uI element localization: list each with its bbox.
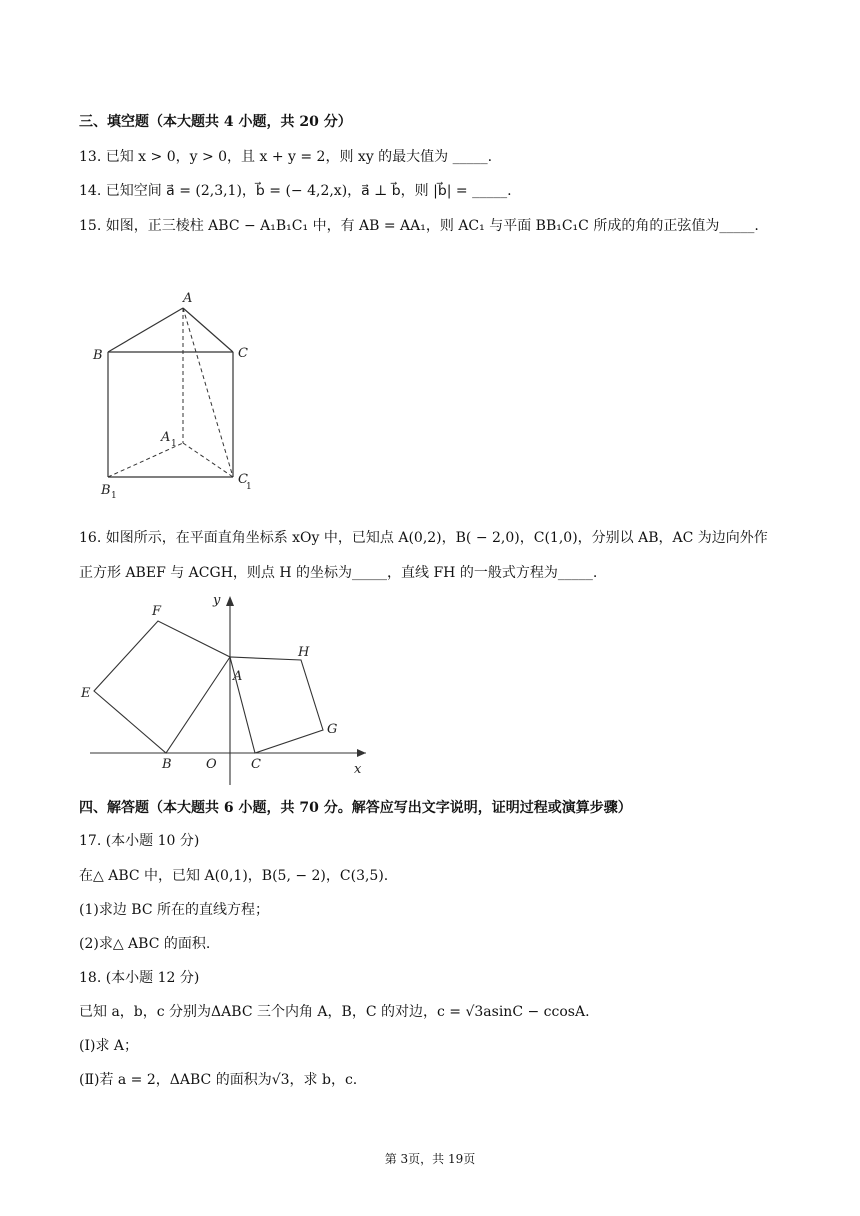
- label-A: A: [183, 291, 193, 306]
- question-18-head: 18. (本小题 12 分): [79, 970, 200, 986]
- question-13: 13. 已知 x > 0，y > 0，且 x + y = 2，则 xy 的最大值为 _____.: [79, 149, 493, 165]
- label-C1: C: [238, 472, 248, 487]
- question-17-stem: 在△ ABC 中，已知 A(0,1)，B(5, − 2)，C(3,5).: [79, 868, 389, 884]
- label-A1-sub: 1: [171, 439, 177, 449]
- label-x-axis: x: [354, 762, 362, 777]
- page-footer: 第 3页，共 19页: [384, 1152, 476, 1166]
- section-4-title: 四、解答题（本大题共 6 小题，共 70 分。解答应写出文字说明，证明过程或演算步骤）: [79, 800, 632, 816]
- label-G: G: [327, 722, 338, 737]
- label-C1-sub: 1: [246, 482, 252, 492]
- label-y-axis: y: [213, 593, 221, 608]
- label-A-point: A: [233, 669, 243, 684]
- question-17-part-1: (1)求边 BC 所在的直线方程；: [79, 902, 269, 918]
- question-18-part-1: (Ⅰ)求 A；: [79, 1038, 139, 1054]
- label-B1-sub: 1: [111, 491, 117, 501]
- question-18-stem: 已知 a，b，c 分别为ΔABC 三个内角 A，B，C 的对边，c = √3asinC − ccosA.: [79, 1004, 590, 1020]
- label-A1: A: [161, 430, 171, 445]
- question-15: 15. 如图，正三棱柱 ABC − A₁B₁C₁ 中，有 AB = AA₁，则 AC₁ 与平面 BB₁C₁C 所成的角的正弦值为_____.: [79, 218, 759, 234]
- label-E: E: [81, 686, 91, 701]
- question-17-part-2: (2)求△ ABC 的面积.: [79, 936, 211, 952]
- question-16-line-2: 正方形 ABEF 与 ACGH，则点 H 的坐标为_____，直线 FH 的一般式方程为_____.: [79, 565, 598, 581]
- label-O: O: [206, 757, 217, 772]
- question-18-part-2: (Ⅱ)若 a = 2，ΔABC 的面积为√3，求 b，c.: [79, 1072, 358, 1088]
- question-17-head: 17. (本小题 10 分): [79, 833, 200, 849]
- label-B: B: [93, 348, 103, 363]
- question-14: 14. 已知空间 a⃗ = (2,3,1)，b⃗ = (− 4,2,x)，a⃗ ⊥ b⃗，则 |b⃗| = _____.: [79, 183, 512, 199]
- label-B1: B: [101, 483, 111, 498]
- section-3-title: 三、填空题（本大题共 4 小题，共 20 分）: [79, 114, 352, 130]
- question-16-line-1: 16. 如图所示，在平面直角坐标系 xOy 中，已知点 A(0,2)，B( − 2,0)，C(1,0)，分别以 AB，AC 为边向外作: [79, 530, 768, 546]
- label-F: F: [152, 604, 162, 619]
- label-B-point: B: [162, 757, 172, 772]
- label-C-point: C: [251, 757, 261, 772]
- label-H: H: [298, 645, 310, 660]
- label-C: C: [238, 346, 248, 361]
